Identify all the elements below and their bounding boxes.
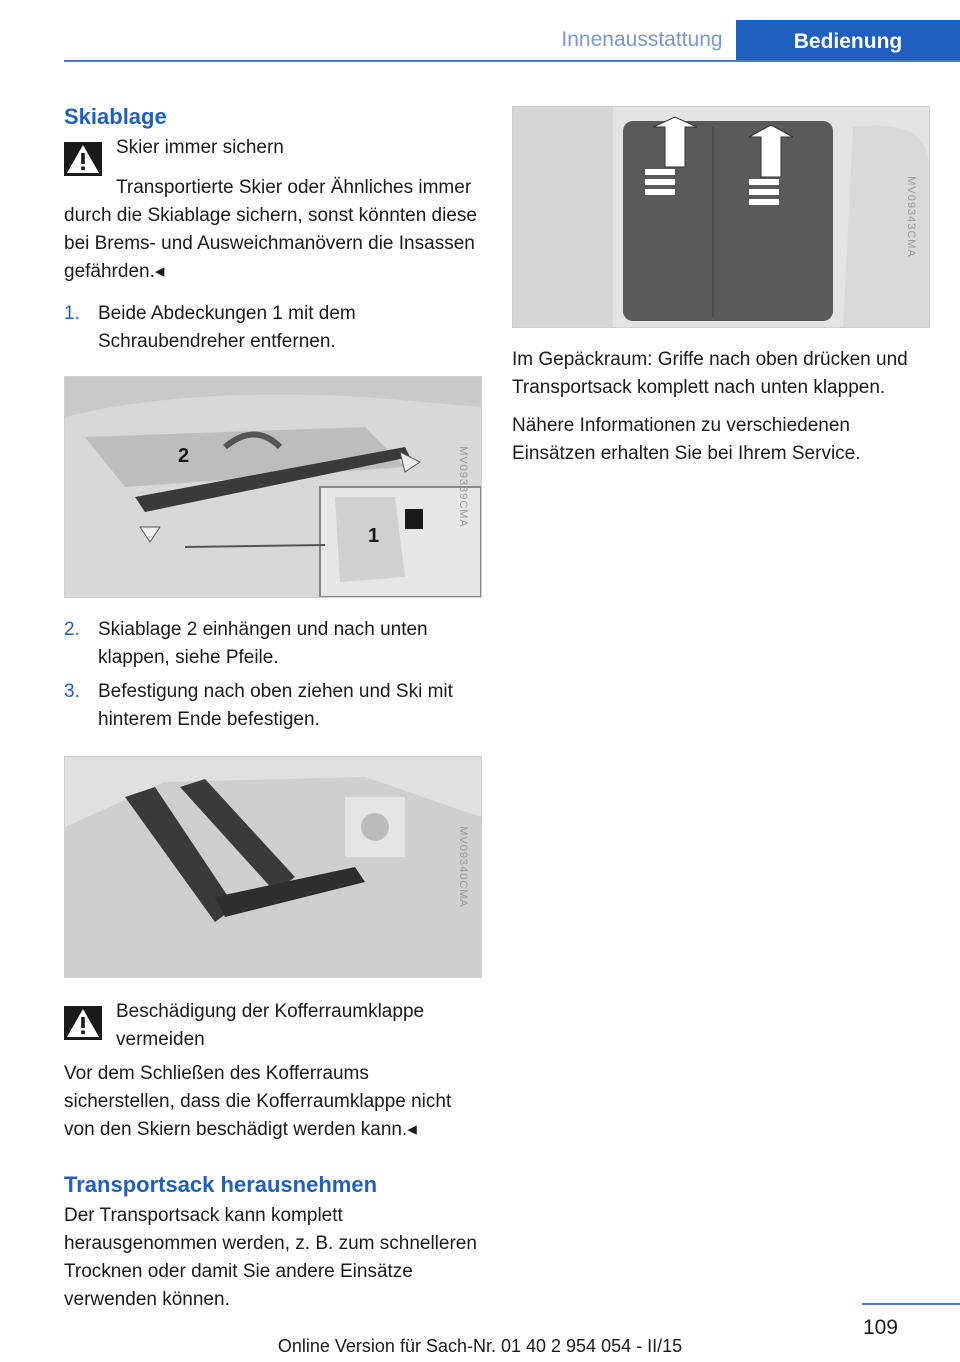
left-column [64,100,484,1314]
info-service: Nähere Informationen zu verschiedenen Einsätzen erhalten Sie bei Ihrem Service. [512,415,861,464]
illustration-trunk-ski-holder [65,377,481,597]
step-text: Beide Abdeckungen 1 mit dem Schraubendreher entfernen. [98,303,356,352]
heading-transportsack: Transportsack herausnehmen [64,1172,378,1197]
figure-skis-secured [64,756,482,978]
warning-title-trunk: Beschädigung der Kofferraumklappe vermeiden [116,1001,425,1050]
step-number: 1. [64,303,80,324]
figure-transport-bag [512,106,930,328]
steps-list-b [64,616,484,734]
figure-code: MV09343CMA [905,176,917,258]
step-text: Befestigung nach oben ziehen und Ski mit hinterem Ende befestigen. [98,681,453,730]
header-rule [64,60,960,62]
figure-code: MV09340CMA [457,826,469,908]
warning-title-skier: Skier immer sichern [116,137,284,158]
warning-triangle-icon [64,142,102,176]
warning-triangle-icon [64,1006,102,1040]
footer-online-version: Online Version für Sach-Nr. 01 40 2 954 054 - II/15 [277,1336,683,1356]
steps-list-a [64,300,484,356]
warning-box-skier [64,134,484,174]
warning-box-trunk [64,998,484,1054]
header-section-label: Innenausstattung [561,28,723,51]
paragraph-transportsack: Der Transportsack kann komplett herausgenommen werden, z. B. zum schnelleren Trocknen oder damit Sie andere Einsätze verwenden können. [64,1205,477,1310]
step-item-3 [64,678,484,734]
warning-body-trunk: Vor dem Schließen des Kofferraums sicherstellen, dass die Kofferraumklappe nicht von den Skiern beschädigt werden kann.◂ [64,1063,452,1140]
heading-skiablage: Skiablage [64,104,167,129]
figure-marker-2: 2 [178,445,190,467]
step-number: 2. [64,619,80,640]
footer-rule [862,1303,960,1305]
figure-code: MV09339CMA [457,446,469,528]
step-item-2 [64,616,484,672]
section-transportsack [64,1168,484,1314]
header-tab-bedienung: Bedienung [736,20,960,62]
right-column [512,100,932,468]
step-number: 3. [64,681,80,702]
illustration-skis-in-trunk [65,757,481,977]
warning-body-skier: Transportierte Skier oder Ähnliches immer durch die Skiablage sichern, sonst könnten diese bei Brems- und Ausweichmanövern die Insassen gefährden.◂ [64,177,477,282]
step-text: Skiablage 2 einhängen und nach unten klappen, siehe Pfeile. [98,619,428,668]
figure-marker-1: 1 [368,525,380,547]
illustration-transport-bag [513,107,929,327]
figure-ski-holder-mounting [64,376,482,598]
caption-transport-bag: Im Gepäckraum: Griffe nach oben drücken und Transportsack komplett nach unten klappen. [512,349,908,398]
step-item-1 [64,300,484,356]
page-number: 109 [862,1316,898,1339]
